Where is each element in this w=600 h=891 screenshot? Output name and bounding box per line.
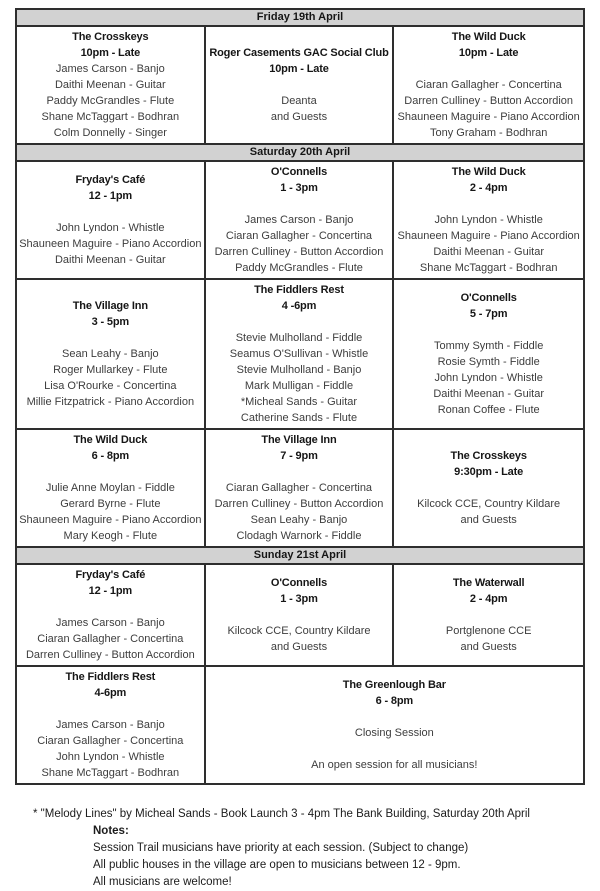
performer-line: Daithi Meenan - Guitar [433,246,544,258]
session-time: 2 - 4pm [469,593,508,605]
venue-name: O'Connells [270,577,328,589]
performer-line: Ciaran Gallagher - Concertina [415,79,562,91]
performer-line: John Lyndon - Whistle [56,222,165,234]
performer-line: James Carson - Banjo [55,719,165,731]
notes-label: Notes: [93,825,129,837]
performer-line: Stevie Mulholland - Fiddle [235,332,363,344]
note-line: Session Trail musicians have priority at each session. (Subject to change) [93,842,469,854]
notes-block [93,823,585,891]
performer-line: Catherine Sands - Flute [240,412,358,424]
performer-line: Closing Session [354,727,434,739]
session-cell [17,162,206,278]
performer-line: James Carson - Banjo [244,214,354,226]
performer-line: Shauneen Maguire - Piano Accordion [397,230,580,242]
session-time: 12 - 1pm [88,585,133,597]
performer-line: and Guests [460,514,517,526]
performer-line: Clodagh Warnork - Fiddle [236,530,362,542]
session-time: 5 - 7pm [469,308,508,320]
session-time: 4 -6pm [281,300,317,312]
performer-line: Julie Anne Moylan - Fiddle [45,482,175,494]
session-cell [394,27,583,143]
performer-line: Seamus O'Sullivan - Whistle [229,348,369,360]
day-header: Sunday 21st April [17,548,583,565]
performer-line: Sean Leahy - Banjo [62,348,159,360]
performer-line: Shauneen Maguire - Piano Accordion [397,111,580,123]
performer-line: Tommy Symth - Fiddle [433,340,544,352]
performer-line: Stevie Mulholland - Banjo [236,364,362,376]
venue-name: The Wild Duck [451,166,526,178]
session-time: 1 - 3pm [280,182,318,194]
session-cell [17,565,206,665]
performer-line: *Micheal Sands - Guitar [240,396,358,408]
performer-line: Kilcock CCE, Country Kildare [227,625,371,637]
schedule-row [17,280,583,430]
session-time: 3 - 5pm [91,316,130,328]
performer-line: Daithi Meenan - Guitar [54,254,166,266]
schedule-row [17,27,583,145]
session-cell [206,280,395,428]
session-cell [17,27,206,143]
performer-line: Kilcock CCE, Country Kildare [417,498,561,510]
performer-line: Paddy McGrandles - Flute [46,95,175,107]
venue-name: The Village Inn [261,434,337,446]
book-launch-note: * "Melody Lines" by Micheal Sands - Book Launch 3 - 4pm The Bank Building, Saturday 20th April [33,808,530,820]
performer-line: Sean Leahy - Banjo [250,514,348,526]
session-cell [17,280,206,428]
session-cell [394,162,583,278]
schedule-row [17,667,583,783]
performer-line: Paddy McGrandles - Flute [235,262,363,274]
performer-line: Mark Mulligan - Fiddle [244,380,354,392]
session-time: 6 - 8pm [91,450,130,462]
session-cell [206,565,395,665]
session-time: 10pm - Late [458,47,519,59]
session-time: 9:30pm - Late [454,466,524,478]
venue-name: The Waterwall [452,577,525,589]
schedule-row [17,162,583,280]
footer-notes [15,806,585,891]
venue-name: The Crosskeys [72,31,149,43]
session-cell [206,27,395,143]
venue-name: Fryday's Café [75,569,146,581]
performer-line: Rosie Symth - Fiddle [437,356,540,368]
session-cell [394,430,583,546]
session-cell [206,667,583,783]
venue-name: The Village Inn [72,300,148,312]
performer-line: Ciaran Gallagher - Concertina [225,482,373,494]
performer-line: John Lyndon - Whistle [56,751,165,763]
session-time: 10pm - Late [80,47,141,59]
schedule-row [17,430,583,548]
session-time: 4-6pm [94,687,127,699]
performer-line: Colm Donnelly - Singer [53,127,167,139]
performer-line: Daithi Meenan - Guitar [433,388,544,400]
session-cell [206,162,395,278]
session-cell [17,430,206,546]
performer-line: Darren Culliney - Button Accordion [404,95,574,107]
session-cell [206,430,395,546]
performer-line: Darren Culliney - Button Accordion [25,649,195,661]
venue-name: The Greenlough Bar [342,679,446,691]
performer-line: Shane McTaggart - Bodhran [419,262,558,274]
schedule-table [15,8,585,785]
performer-line: James Carson - Banjo [55,63,165,75]
session-cell [394,280,583,428]
session-time: 6 - 8pm [375,695,414,707]
performer-line: and Guests [270,111,328,123]
session-time: 1 - 3pm [280,593,318,605]
performer-line: Ronan Coffee - Flute [437,404,540,416]
performer-line: Roger Mullarkey - Flute [53,364,168,376]
performer-line: John Lyndon - Whistle [434,214,543,226]
venue-name: O'Connells [460,292,517,304]
performer-line: and Guests [270,641,328,653]
performer-line: Shane McTaggart - Bodhran [41,111,180,123]
day-header: Friday 19th April [17,10,583,27]
venue-name: The Crosskeys [450,450,527,462]
venue-name: The Fiddlers Rest [65,671,156,683]
performer-line: Ciaran Gallagher - Concertina [37,735,184,747]
day-header: Saturday 20th April [17,145,583,162]
performer-line: Millie Fitzpatrick - Piano Accordion [26,396,195,408]
performer-line: Deanta [281,95,317,107]
performer-line: Shauneen Maguire - Piano Accordion [19,514,202,526]
venue-name: The Wild Duck [73,434,148,446]
performer-line: and Guests [460,641,517,653]
session-time: 2 - 4pm [469,182,508,194]
venue-name: The Wild Duck [451,31,526,43]
performer-line: Shauneen Maguire - Piano Accordion [19,238,202,250]
session-time: 7 - 9pm [280,450,318,462]
session-time: 12 - 1pm [88,190,133,202]
note-line: All public houses in the village are open to musicians between 12 - 9pm. [93,859,461,871]
performer-line: Gerard Byrne - Flute [60,498,161,510]
performer-line: James Carson - Banjo [55,617,165,629]
performer-line: Darren Culliney - Button Accordion [214,498,384,510]
performer-line: Tony Graham - Bodhran [429,127,548,139]
performer-line: Shane McTaggart - Bodhran [41,767,180,779]
performer-line: Daithi Meenan - Guitar [54,79,166,91]
performer-line: John Lyndon - Whistle [434,372,543,384]
performer-line: Lisa O'Rourke - Concertina [44,380,177,392]
performer-line: Mary Keogh - Flute [63,530,158,542]
performer-line: An open session for all musicians! [311,759,478,771]
performer-line: Ciaran Gallagher - Concertina [37,633,184,645]
performer-line: Ciaran Gallagher - Concertina [225,230,373,242]
session-cell [17,667,206,783]
session-time: 10pm - Late [269,63,329,75]
venue-name: Fryday's Café [75,174,146,186]
venue-name: The Fiddlers Rest [254,284,344,296]
venue-name: Roger Casements GAC Social Club [209,47,389,59]
performer-line: Darren Culliney - Button Accordion [214,246,384,258]
schedule-row [17,565,583,667]
performer-line: Portglenone CCE [445,625,532,637]
note-line: All musicians are welcome! [93,876,232,888]
session-cell [394,565,583,665]
venue-name: O'Connells [270,166,328,178]
